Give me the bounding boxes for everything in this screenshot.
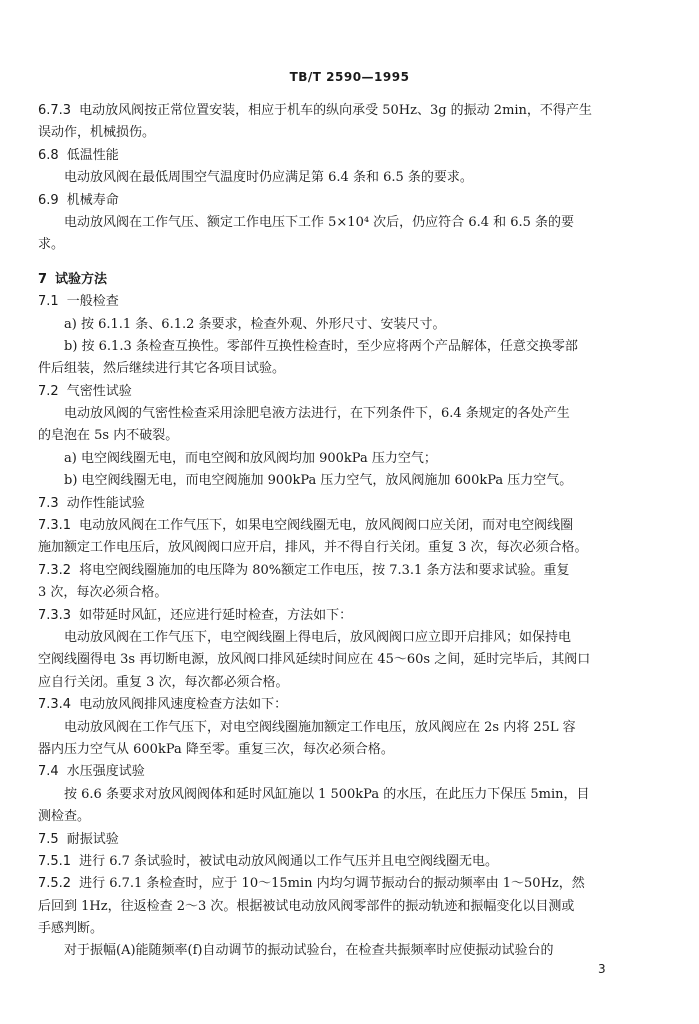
section-heading xyxy=(38,269,660,291)
line-text: 的皂泡在 5s 内不破裂。 xyxy=(38,428,179,444)
line-text: 电动放风阀排风速度检查方法如下： xyxy=(79,697,288,713)
line-text: 电动放风阀在工作气压下，电空阀线圈上得电后，放风阀阀口应立即开启排风；如保持电 xyxy=(64,629,572,645)
text-line xyxy=(38,873,660,895)
clause-number: 7.3.4 xyxy=(38,697,72,713)
section-heading xyxy=(38,291,660,313)
line-text: 器内压力空气从 600kPa 降至零。重复三次，每次必须合格。 xyxy=(38,741,394,757)
line-text: 如带延时风缸，还应进行延时检查，方法如下： xyxy=(79,607,353,623)
line-text: 电动放风阀在工作气压下，如果电空阀线圈无电，放风阀阀口应关闭，而对电空阀线圈 xyxy=(79,518,574,534)
line-text: 一般检查 xyxy=(66,294,119,310)
text-line xyxy=(38,627,660,649)
text-line xyxy=(38,717,660,739)
line-text: b) 按 6.1.3 条检查互换性。零部件互换性检查时，至少应将两个产品解体，任意交换零部 xyxy=(64,338,578,354)
text-line xyxy=(38,470,660,492)
line-text: 试验方法 xyxy=(55,271,108,287)
line-text: 耐振试验 xyxy=(66,831,119,847)
text-line xyxy=(38,694,660,716)
text-line xyxy=(38,358,660,380)
line-text: 将电空阀线圈施加的电压降为 80%额定工作电压，按 7.3.1 条方法和要求试验。重复 xyxy=(79,562,570,578)
clause-number: 6.7.3 xyxy=(38,103,72,118)
text-line xyxy=(38,940,660,962)
text-line xyxy=(38,605,660,627)
clause-number: 7.3.3 xyxy=(38,607,72,623)
text-line xyxy=(38,234,660,256)
line-text: 施加额定工作电压后，放风阀阀口应开启，排风，并不得自行关闭。重复 3 次，每次必须合格。 xyxy=(38,540,588,556)
text-line xyxy=(38,784,660,806)
line-text: 3 次，每次必须合格。 xyxy=(38,585,168,601)
line-text: 对于振幅(A)能随频率(f)自动调节的振动试验台，在检查共振频率时应使振动试验台的 xyxy=(64,943,554,959)
text-line xyxy=(38,806,660,828)
clause-number: 7.5.1 xyxy=(38,853,72,869)
text-line xyxy=(38,739,660,761)
page-number: 3 xyxy=(598,962,606,976)
line-text: 手感判断。 xyxy=(38,921,104,937)
clause-number: 7.1 xyxy=(38,294,59,310)
text-line xyxy=(38,100,660,122)
section-gap xyxy=(38,257,660,269)
section-heading xyxy=(38,761,660,783)
clause-number: 7.3 xyxy=(38,495,59,511)
line-text: 气密性试验 xyxy=(66,383,132,399)
text-line xyxy=(38,314,660,336)
line-text: 电动放风阀按正常位置安装，相应于机车的纵向承受 50Hz、3g 的振动 2min，不得产生 xyxy=(79,103,592,118)
text-line xyxy=(38,582,660,604)
text-line xyxy=(38,336,660,358)
line-text: a) 按 6.1.1 条、6.1.2 条要求，检查外观、外形尺寸、安装尺寸。 xyxy=(64,316,446,332)
line-text: 件后组装，然后继续进行其它各项目试验。 xyxy=(38,361,286,377)
clause-number: 7 xyxy=(38,271,48,287)
text-line xyxy=(38,537,660,559)
line-text: 空阀线圈得电 3s 再切断电源，放风阀口排风延续时间应在 45～60s 之间，延时完毕后，其阀口 xyxy=(38,652,591,668)
standard-header: TB/T 2590—1995 xyxy=(289,70,410,84)
line-text: 进行 6.7.1 条检查时，应于 10～15min 内均匀调节振动台的振动频率由 1～50Hz，然 xyxy=(79,876,585,892)
text-line xyxy=(38,649,660,671)
clause-number: 7.4 xyxy=(38,764,59,780)
line-text: 电动放风阀在工作气压、额定工作电压下工作 5×10⁴ 次后，仍应符合 6.4 和 6.5 条的要 xyxy=(64,214,575,230)
clause-number: 7.2 xyxy=(38,383,59,399)
text-line xyxy=(38,403,660,425)
line-text: 进行 6.7 条试验时，被试电动放风阀通以工作气压并且电空阀线圈无电。 xyxy=(79,853,499,869)
text-line xyxy=(38,851,660,873)
line-text: 误动作，机械损伤。 xyxy=(38,125,156,141)
text-line xyxy=(38,918,660,940)
line-text: 水压强度试验 xyxy=(66,764,145,780)
line-text: 电动放风阀在最低周围空气温度时仍应满足第 6.4 条和 6.5 条的要求。 xyxy=(64,170,473,186)
section-heading xyxy=(38,145,660,167)
text-line xyxy=(38,425,660,447)
text-line xyxy=(38,896,660,918)
line-text: 电动放风阀在工作气压下，对电空阀线圈施加额定工作电压，放风阀应在 2s 内将 25L 容 xyxy=(64,719,576,735)
section-heading xyxy=(38,493,660,515)
text-line xyxy=(38,448,660,470)
line-text: 测检查。 xyxy=(38,809,91,825)
clause-number: 7.5.2 xyxy=(38,876,72,892)
line-text: 应自行关闭。重复 3 次，每次都必须合格。 xyxy=(38,674,289,690)
clause-number: 7.5 xyxy=(38,831,59,847)
clause-number: 7.3.2 xyxy=(38,562,72,578)
line-text: a) 电空阀线圈无电，而电空阀和放风阀均加 900kPa 压力空气； xyxy=(64,450,437,466)
text-line xyxy=(38,122,660,144)
text-line xyxy=(38,515,660,537)
section-heading xyxy=(38,829,660,851)
body-text xyxy=(38,100,660,963)
line-text: b) 电空阀线圈无电，而电空阀施加 900kPa 压力空气，放风阀施加 600kPa 压力空气。 xyxy=(64,473,573,489)
text-line xyxy=(38,672,660,694)
line-text: 后回到 1Hz，往返检查 2～3 次。根据被试电动放风阀零部件的振动轨迹和振幅变化以目测或 xyxy=(38,898,575,914)
line-text: 动作性能试验 xyxy=(66,495,145,511)
section-heading xyxy=(38,381,660,403)
line-text: 求。 xyxy=(38,237,65,253)
line-text: 电动放风阀的气密性检查采用涂肥皂液方法进行，在下列条件下，6.4 条规定的各处产生 xyxy=(64,406,570,422)
clause-number: 6.8 xyxy=(38,147,59,163)
text-line xyxy=(38,560,660,582)
line-text: 低温性能 xyxy=(66,147,119,163)
clause-number: 7.3.1 xyxy=(38,518,72,534)
section-heading xyxy=(38,190,660,212)
clause-number: 6.9 xyxy=(38,192,59,208)
line-text: 按 6.6 条要求对放风阀阀体和延时风缸施以 1 500kPa 的水压，在此压力下保压 5min，目 xyxy=(64,786,590,802)
text-line xyxy=(38,212,660,234)
line-text: 机械寿命 xyxy=(66,192,119,208)
text-line xyxy=(38,167,660,189)
